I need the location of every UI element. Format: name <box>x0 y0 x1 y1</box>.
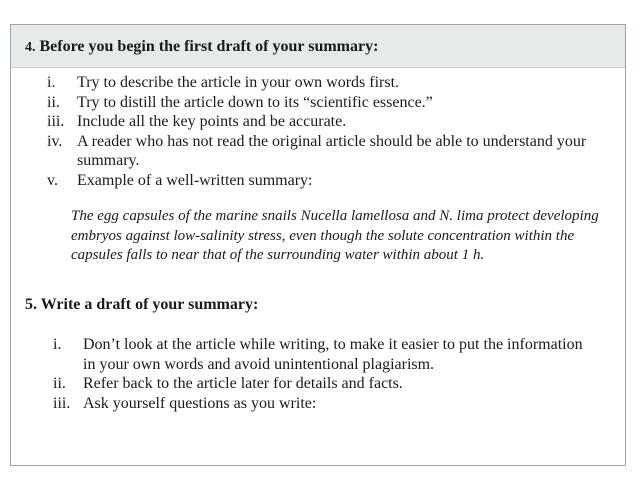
list-item <box>53 335 593 374</box>
section-4-number: 4. <box>25 40 36 55</box>
section-5-heading <box>25 295 258 315</box>
section-4-title: Before you begin the first draft of your summary: <box>39 38 379 55</box>
list-item-text: Refer back to the article later for details and facts. <box>83 375 403 393</box>
list-item <box>53 394 593 414</box>
list-item-text: Don’t look at the article while writing, to make it easier to put the information in your own words and avoid unintentional plagiarism. <box>83 336 583 373</box>
list-item-text: Try to distill the article down to its “scientific essence.” <box>77 93 433 111</box>
list-marker: iii. <box>47 113 65 131</box>
list-item-text: Ask yourself questions as you write: <box>83 394 317 412</box>
list-marker: iii. <box>53 394 71 412</box>
list-item <box>53 374 593 394</box>
list-item <box>47 112 607 132</box>
section-4-heading <box>25 37 378 58</box>
section-4-list <box>47 73 607 191</box>
list-marker: ii. <box>53 375 66 393</box>
list-marker: v. <box>47 171 58 189</box>
section-5-title: Write a draft of your summary: <box>40 296 259 313</box>
list-item <box>47 171 607 191</box>
list-marker: i. <box>53 336 62 353</box>
list-item-text: Include all the key points and be accurate. <box>77 113 347 131</box>
list-item <box>47 73 607 93</box>
list-item <box>47 93 607 113</box>
list-marker: ii. <box>47 93 60 111</box>
list-item <box>47 132 607 171</box>
list-item-text: Try to describe the article in your own words first. <box>77 74 400 91</box>
list-marker: iv. <box>47 132 63 150</box>
slide-frame <box>10 24 626 466</box>
list-item-text: Example of a well-written summary: <box>77 171 313 189</box>
section-5-number: 5. <box>25 296 37 313</box>
section-5-list <box>53 335 593 413</box>
list-item-text: A reader who has not read the original article should be able to understand your summary. <box>77 132 587 170</box>
example-summary: The egg capsules of the marine snails Nucella lamellosa and N. lima protect developing embryos against low-salinity stress, even though the solute concentration within the capsules falls to near that of the surrounding water within about 1 h. <box>71 208 599 264</box>
list-marker: i. <box>47 74 56 91</box>
